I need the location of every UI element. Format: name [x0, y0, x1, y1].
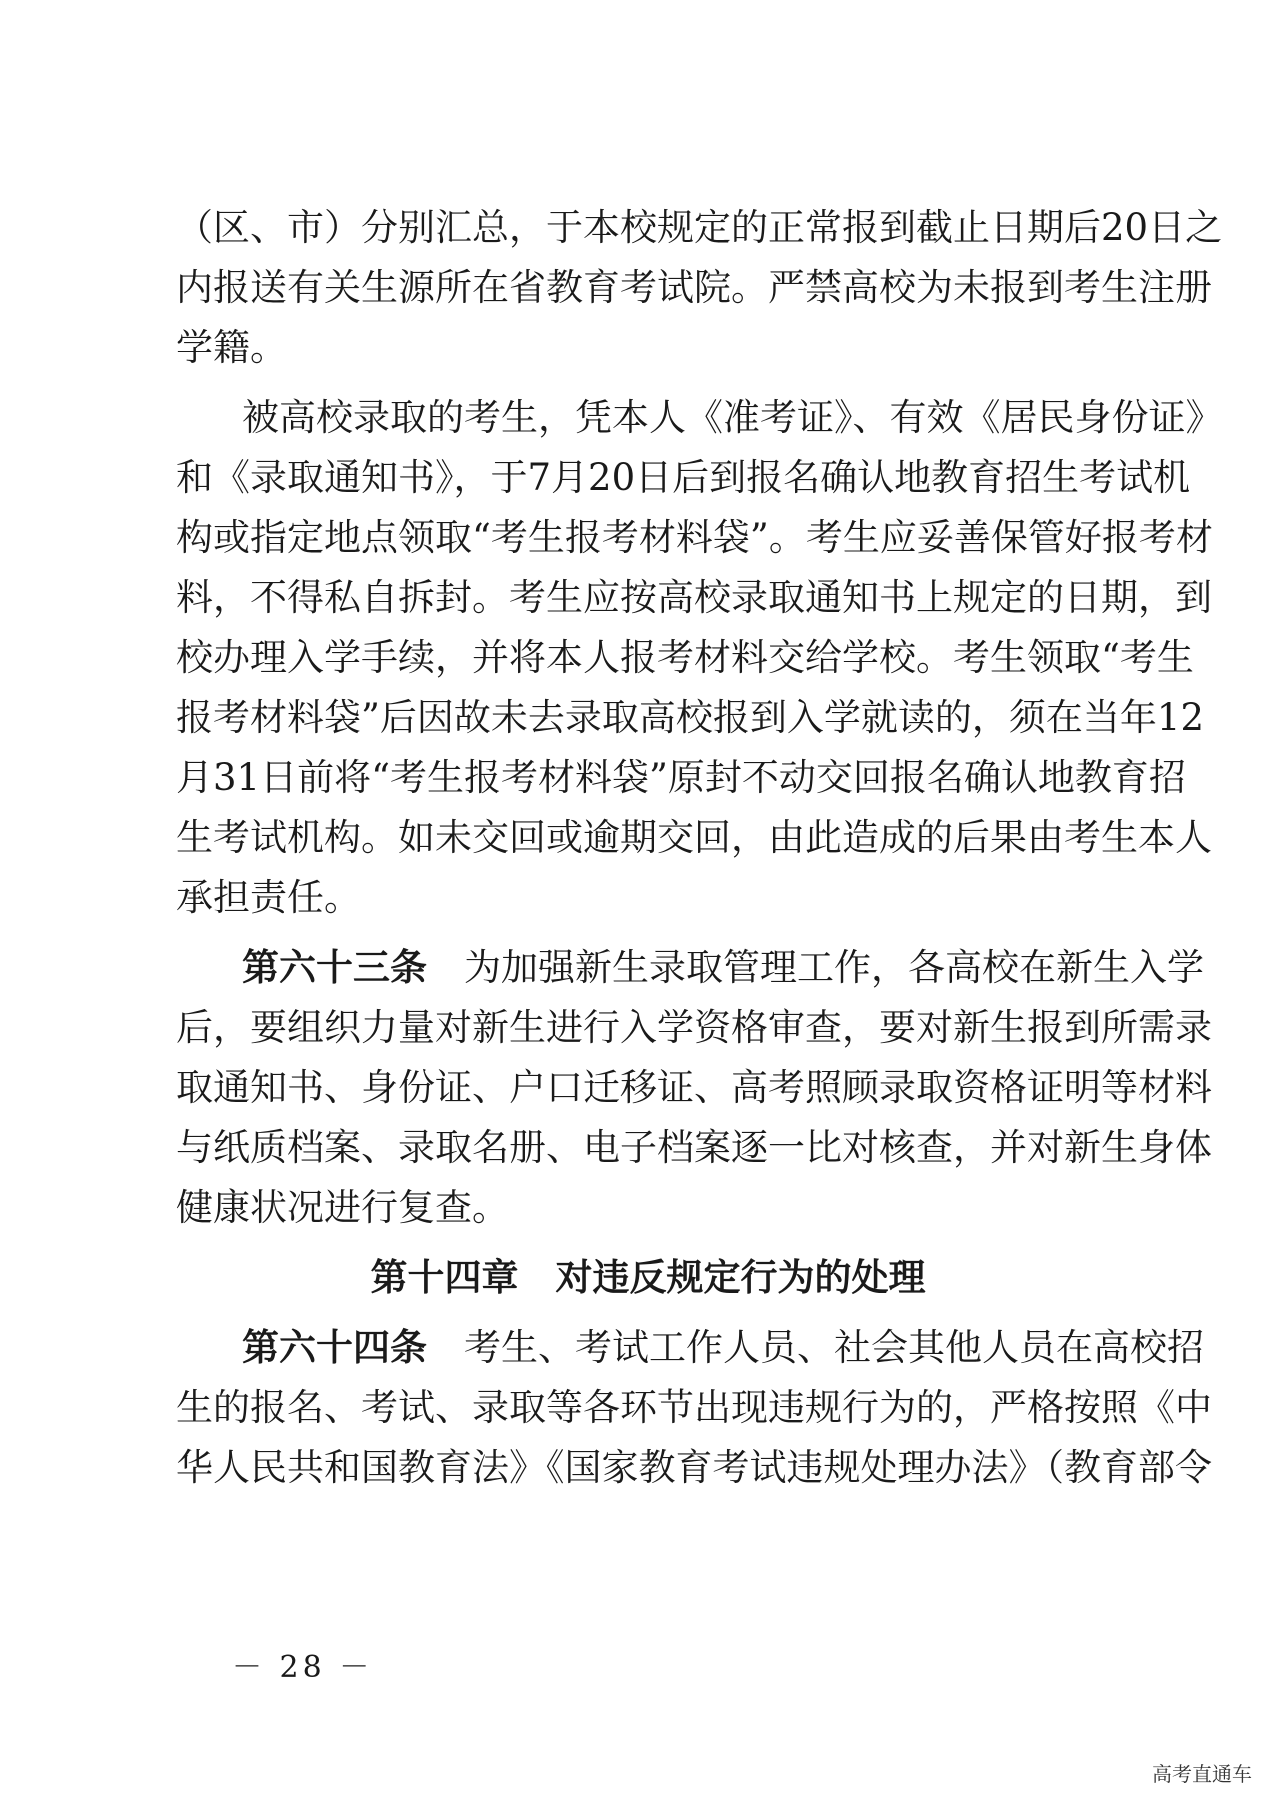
paragraph-line: 华人民共和国教育法》《国家教育考试违规处理办法》（教育部令 — [176, 1446, 1212, 1489]
paragraph-line: 报考材料袋”后因故未去录取高校报到入学就读的，须在当年12 — [176, 696, 1204, 739]
paragraph-line: 料，不得私自拆封。考生应按高校录取通知书上规定的日期，到 — [176, 576, 1212, 619]
article-63-first-line — [242, 938, 1204, 998]
paragraph-line: 生考试机构。如未交回或逾期交回，由此造成的后果由考生本人 — [176, 816, 1212, 859]
article-64-first-line — [242, 1318, 1204, 1378]
paragraph-line: （区、市）分别汇总，于本校规定的正常报到截止日期后20日之 — [176, 206, 1223, 249]
paragraph-line: 构或指定地点领取“考生报考材料袋”。考生应妥善保管好报考材 — [176, 516, 1213, 559]
paragraph-line: 内报送有关生源所在省教育考试院。严禁高校为未报到考生注册 — [176, 266, 1212, 309]
chapter-heading: 第十四章 对违反规定行为的处理 — [370, 1256, 926, 1299]
article-64-title: 第六十四条 — [242, 1326, 427, 1369]
paragraph-line: 生的报名、考试、录取等各环节出现违规行为的，严格按照《中 — [176, 1386, 1212, 1429]
paragraph-line: 与纸质档案、录取名册、电子档案逐一比对核查，并对新生身体 — [176, 1126, 1212, 1169]
article-64-text: 考生、考试工作人员、社会其他人员在高校招 — [464, 1326, 1204, 1369]
paragraph-line: 健康状况进行复查。 — [176, 1186, 509, 1229]
paragraph-line: 取通知书、身份证、户口迁移证、高考照顾录取资格证明等材料 — [176, 1066, 1212, 1109]
paragraph-line: 后，要组织力量对新生进行入学资格审查，要对新生报到所需录 — [176, 1006, 1212, 1049]
article-63-title: 第六十三条 — [242, 946, 427, 989]
paragraph-line: 校办理入学手续，并将本人报考材料交给学校。考生领取“考生 — [176, 636, 1194, 679]
paragraph-line: 被高校录取的考生，凭本人《准考证》、有效《居民身份证》 — [242, 396, 1223, 439]
paragraph-line: 月31日前将“考生报考材料袋”原封不动交回报名确认地教育招 — [176, 756, 1186, 799]
paragraph-line: 承担责任。 — [176, 876, 361, 919]
paragraph-line: 学籍。 — [176, 326, 287, 369]
watermark-text: 高考直通车 — [1152, 1762, 1252, 1786]
page-number: － 28 － — [232, 1650, 374, 1685]
article-63-text: 为加强新生录取管理工作，各高校在新生入学 — [464, 946, 1204, 989]
paragraph-line: 和《录取通知书》，于7月20日后到报名确认地教育招生考试机 — [176, 456, 1191, 499]
